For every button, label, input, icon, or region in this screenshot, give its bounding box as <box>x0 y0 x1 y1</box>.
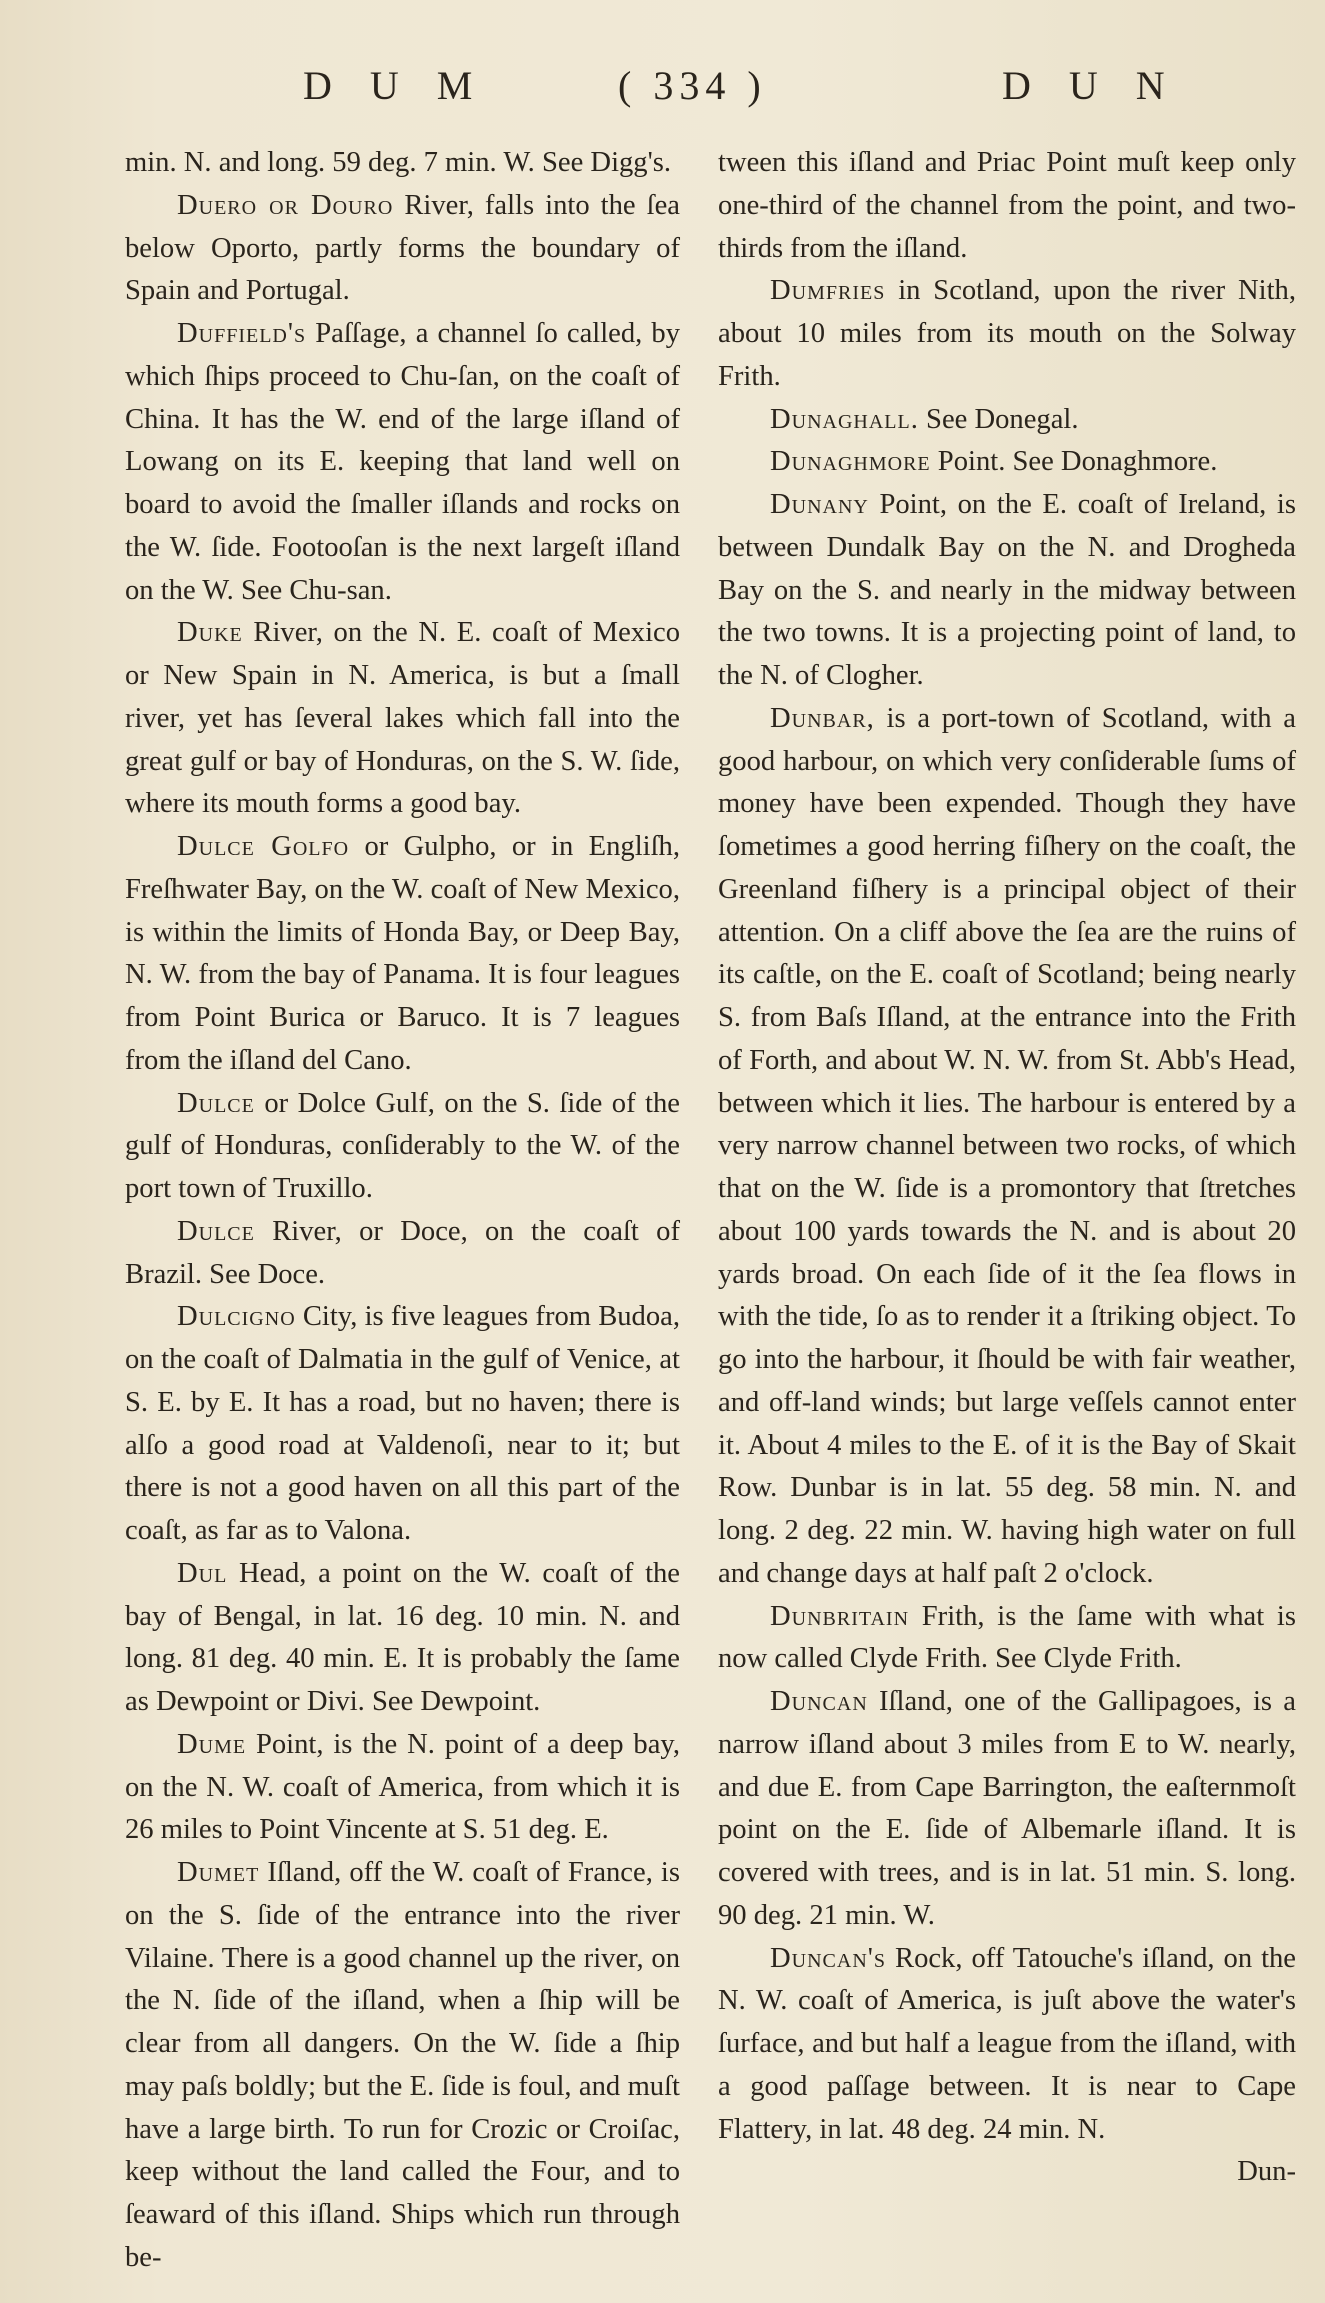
entry: Dulce River, or Doce, on the coaſt of Brazil. See Doce. <box>125 1215 680 1290</box>
header-left: D U M <box>303 63 487 108</box>
entry: Dunbar, is a port-town of Scotland, with a good harbour, on which very conſiderable ſums of money have been expended. Though they have ſometimes a good herring fiſhery on the coaſt, the Greenland fiſhery is a principal object of their attention. On a cliff above the ſea are the ruins of its caſtle, on the E. coaſt of Scotland; being nearly S. from Baſs Iſland, at the entrance into the Frith of Forth, and about W. N. W. from St. Abb's Head, between which it lies. The harbour is entered by a very narrow channel between two rocks, of which that on the W. ſide is a promontory that ſtretches about 100 yards towards the N. and is about 20 yards broad. On each ſide of it the ſea flows in with the tide, ſo as to render it a ſtriking object. To go into the harbour, it ſhould be with fair weather, and off-land winds; but large veſſels cannot enter it. About 4 miles to the E. of it is the Bay of Skait Row. Dunbar is in lat. 55 deg. 58 min. N. and long. 2 deg. 22 min. W. having high water on full and change days at half paſt 2 o'clock. <box>718 702 1296 1589</box>
right-column <box>718 142 1296 2194</box>
entry: Dulcigno City, is five leagues from Budoa, on the coaſt of Dalmatia in the gulf of Venice, at S. E. by E. It has a road, but no haven; there is alſo a good road at Valdenoſi, near to it; but there is not a good haven on all this part of the coaſt, as far as to Valona. <box>125 1301 680 1546</box>
left-column <box>125 142 680 2280</box>
entry: Duero or Douro River, falls into the ſea below Oporto, partly forms the boundary of Spain and Portugal. <box>125 189 680 307</box>
entry: Dunany Point, on the E. coaſt of Ireland, is between Dundalk Bay on the N. and Drogheda Bay on the S. and nearly in the midway between the two towns. It is a projecting point of land, to the N. of Clogher. <box>718 489 1296 691</box>
entry: Dumet Iſland, off the W. coaſt of France, is on the S. ſide of the entrance into the river Vilaine. There is a good channel up the river, on the N. ſide of the iſland, when a ſhip will be clear from all dangers. On the W. ſide a ſhip may paſs boldly; but the E. ſide is foul, and muſt have a large birth. To run for Crozic or Croiſac, keep without the land called the Four, and to ſeaward of this iſland. Ships which run through be- <box>125 1857 680 2273</box>
entry-headword: Dulce <box>177 1087 255 1119</box>
entry-continuation: tween this iſland and Priac Point muſt keep only one-third of the channel from the point, and two-thirds from the iſland. <box>718 147 1296 264</box>
page-number: ( 334 ) <box>618 63 767 108</box>
entry-headword: Duncan <box>770 1686 868 1717</box>
entry: Dumfries in Scotland, upon the river Nith, about 10 miles from its mouth on the Solway Frith. <box>718 275 1296 392</box>
entry-headword: Dunbar, <box>770 702 875 734</box>
catchword: Dun- <box>1237 2156 1296 2188</box>
entry-headword: Dulce <box>177 1215 255 1247</box>
entry-headword: Duncan's <box>770 1942 887 1974</box>
entry-headword: Duffield's <box>177 318 307 349</box>
entry-headword: Dunaghmore <box>770 446 931 478</box>
entry: Duncan's Rock, off Tatouche's iſland, on the N. W. coaſt of America, is juſt above the water's ſurface, and but half a league from the iſland, with a good paſſage between. It is near to Cape Flattery, in lat. 48 deg. 24 min. N. <box>718 1942 1296 2145</box>
entry: Duffield's Paſſage, a channel ſo called, by which ſhips proceed to Chu-ſan, on the coaſt of China. It has the W. end of the large iſland of Lowang on its E. keeping that land well on board to avoid the ſmaller iſlands and rocks on the W. ſide. Footooſan is the next largeſt iſland on the W. See Chu-san. <box>125 318 680 606</box>
header-right: D U N <box>1002 63 1179 108</box>
entry-headword: Duero or Douro <box>177 189 394 221</box>
entry-headword: Duke <box>177 617 243 649</box>
entry: Dulce Golfo or Gulpho, or in Engliſh, Freſhwater Bay, on the W. coaſt of New Mexico, is within the limits of Honda Bay, or Deep Bay, N. W. from the bay of Panama. It is four leagues from Point Burica or Baruco. It is 7 leagues from the iſland del Cano. <box>125 831 680 1076</box>
entry-headword: Dume <box>177 1728 247 1760</box>
entry-headword: Dulcigno <box>177 1301 296 1333</box>
entry-headword: Dunaghall. <box>770 403 919 435</box>
entry: Dulce or Dolce Gulf, on the S. ſide of the gulf of Honduras, conſiderably to the W. of the port town of Truxillo. <box>125 1087 680 1204</box>
entry-headword: Dul <box>177 1557 228 1589</box>
entry-headword: Dunbritain <box>770 1600 910 1632</box>
entry: Duncan Iſland, one of the Gallipagoes, is a narrow iſland about 3 miles from E to W. nearly, and due E. from Cape Barrington, the eaſternmoſt point on the E. ſide of Albemarle iſland. It is covered with trees, and is in lat. 51 min. S. long. 90 deg. 21 min. W. <box>718 1686 1296 1931</box>
entry: Dul Head, a point on the W. coaſt of the bay of Bengal, in lat. 16 deg. 10 min. N. and long. 81 deg. 40 min. E. It is probably the ſame as Dewpoint or Divi. See Dewpoint. <box>125 1557 680 1717</box>
entry-continuation: min. N. and long. 59 deg. 7 min. W. See Digg's. <box>125 147 672 178</box>
entry: Dunaghmore Point. See Donaghmore. <box>770 446 1218 478</box>
running-header <box>0 62 1325 132</box>
entry: Dunaghall. See Donegal. <box>770 403 1079 435</box>
entry-headword: Dumfries <box>770 275 886 307</box>
entry: Dunbritain Frith, is the ſame with what is now called Clyde Frith. See Clyde Frith. <box>718 1600 1296 1675</box>
entry: Dume Point, is the N. point of a deep bay, on the N. W. coaſt of America, from which it is 26 miles to Point Vincente at S. 51 deg. E. <box>125 1728 680 1846</box>
entry-headword: Dulce Golfo <box>177 831 350 862</box>
entry: Duke River, on the N. E. coaſt of Mexico or New Spain in N. America, is but a ſmall river, yet has ſeveral lakes which fall into the great gulf or bay of Honduras, on the S. W. ſide, where its mouth forms a good bay. <box>125 617 680 820</box>
entry-headword: Dunany <box>770 489 869 520</box>
entry-headword: Dumet <box>177 1857 260 1888</box>
